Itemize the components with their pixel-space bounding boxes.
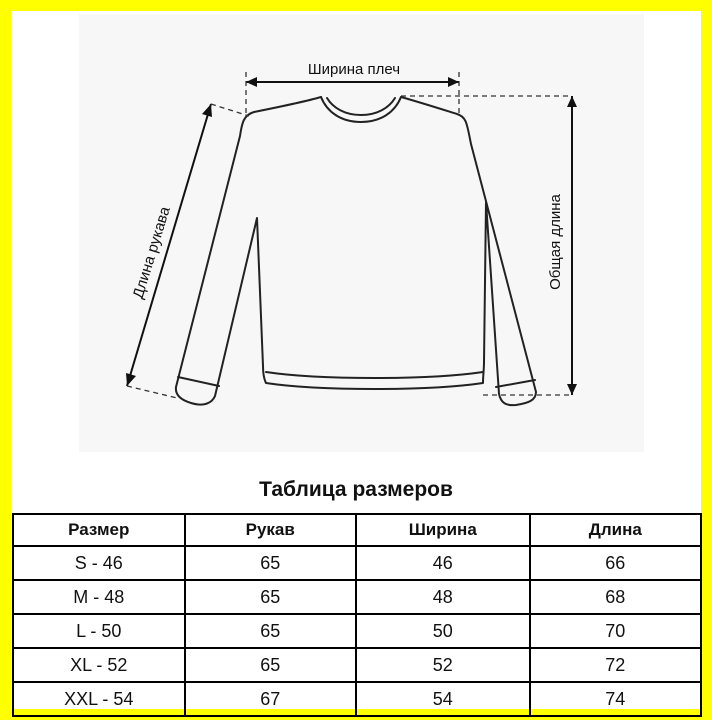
size-table-title: Таблица размеров (259, 478, 453, 501)
table-row (13, 580, 701, 614)
sleeve-length-label: Длина рукава (129, 204, 174, 301)
shoulder-width-label: Ширина плеч (307, 61, 401, 78)
cell-sleeve: 65 (185, 546, 356, 580)
cell-width: 46 (356, 546, 530, 580)
column-header-size: Размер (13, 514, 185, 546)
sweater-drawing (79, 14, 644, 452)
size-table (12, 513, 702, 717)
cell-sleeve: 67 (185, 682, 356, 716)
cell-length: 66 (530, 546, 702, 580)
cell-sleeve: 65 (185, 614, 356, 648)
cell-width: 50 (356, 614, 530, 648)
sweater-diagram (79, 14, 644, 452)
table-row (13, 546, 701, 580)
table-header-row (13, 514, 701, 546)
cell-sleeve: 65 (185, 580, 356, 614)
sleeve-length-dimension (126, 104, 249, 398)
shoulder-width-dimension (246, 61, 459, 114)
table-row (13, 682, 701, 716)
cell-length: 68 (530, 580, 702, 614)
cell-width: 52 (356, 648, 530, 682)
cell-size: XXL - 54 (13, 682, 185, 716)
sweater-outline (176, 97, 536, 405)
cell-size: S - 46 (13, 546, 185, 580)
cell-size: M - 48 (13, 580, 185, 614)
column-header-length: Длина (530, 514, 702, 546)
total-length-label: Общая длина (547, 194, 564, 290)
cell-length: 74 (530, 682, 702, 716)
table-row (13, 648, 701, 682)
cell-width: 48 (356, 580, 530, 614)
column-header-sleeve: Рукав (185, 514, 356, 546)
column-header-width: Ширина (356, 514, 530, 546)
cell-length: 70 (530, 614, 702, 648)
table-row (13, 614, 701, 648)
cell-width: 54 (356, 682, 530, 716)
cell-size: L - 50 (13, 614, 185, 648)
cell-length: 72 (530, 648, 702, 682)
cell-sleeve: 65 (185, 648, 356, 682)
cell-size: XL - 52 (13, 648, 185, 682)
